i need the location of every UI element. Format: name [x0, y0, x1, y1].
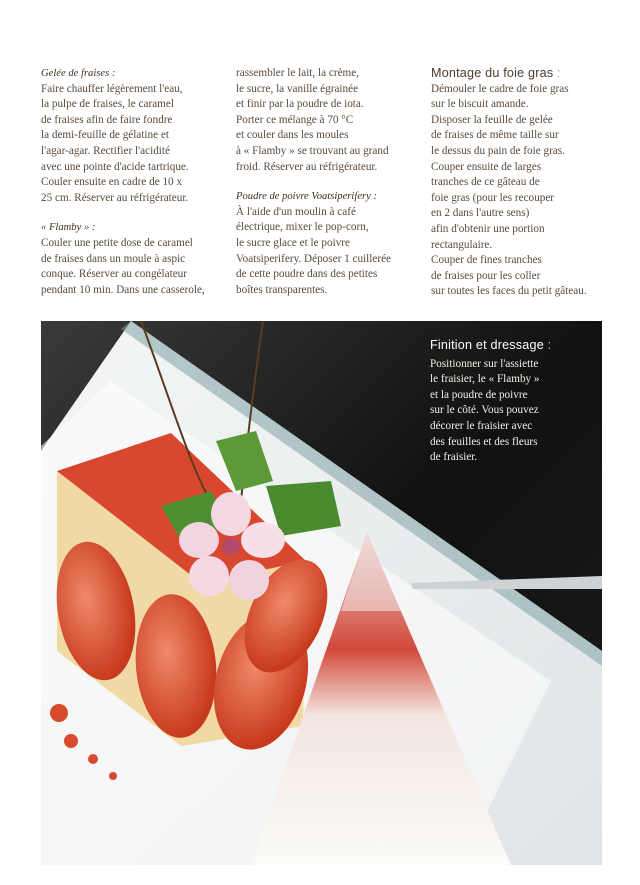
finition-box	[430, 338, 590, 466]
column-3	[431, 66, 611, 300]
flamby-title: « Flamby » :	[41, 222, 96, 234]
column-1	[41, 66, 219, 298]
column-2	[236, 66, 416, 298]
gelee-text: Faire chauffer légèrement l'eau, la pulpe de fraises, le caramel de fraises afin de faire fondre la demi-feuille de gélatine et l'agar-agar. Rectifier l'acidité avec une pointe d'acide tartrique. Couler ensuite en cadre de 10 x 25 cm. Réserver au réfrigérateur.	[41, 82, 189, 204]
flamby-text-continued: rassembler le lait, la crème, le sucre, la vanille égrainée et finir par la poudre de iota. Porter ce mélange à 70 °C et couler dans les moules à « Flamby » se trouvant au grand froid. Réserver au réfrigérateur.	[236, 67, 389, 173]
poivre-text: À l'aide d'un moulin à café électrique, mixer le pop-corn, le sucre glace et le poivre Voatsiperifery. Déposer 1 cuillerée de cette poudre dans des petites boîtes transparentes.	[236, 205, 392, 296]
finition-text: Positionner sur l'assiette le fraisier, le « Flamby » et la poudre de poivre sur le côté. Vous pouvez décorer le fraisier avec des feuilles et des fleurs de fraisier.	[430, 357, 540, 464]
montage-text: Démouler le cadre de foie gras sur le biscuit amande. Disposer la feuille de gelée de fraises de même taille sur le dessus du pain de foie gras. Couper ensuite de larges tranches de ce gâteau de foie gras (pour les recouper en 2 dans l'autre sens) afin d'obtenir une portion rectangulaire. Couper de fines tranches de fraises pour les coller sur toutes les faces du petit gâteau.	[431, 82, 587, 298]
finition-title: Finition et dressage :	[430, 338, 552, 352]
montage-title: Montage du foie gras :	[431, 66, 561, 80]
dessert-photo	[41, 321, 602, 865]
poivre-title: Poudre de poivre Voatsiperifery :	[236, 191, 378, 203]
flamby-text: Couler une petite dose de caramel de fraises dans un moule à aspic conque. Réserver au congélateur pendant 10 min. Dans une casserole,	[41, 236, 205, 296]
gelee-title: Gelée de fraises :	[41, 68, 116, 79]
